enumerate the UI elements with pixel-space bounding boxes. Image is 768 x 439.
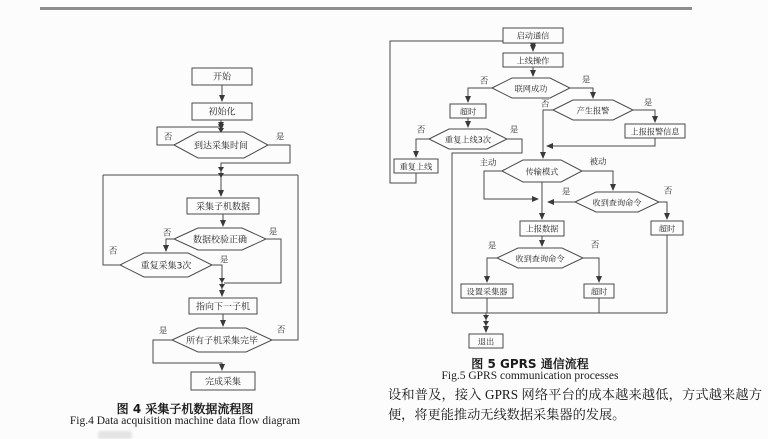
node-report-label: 上报数据 — [525, 223, 559, 234]
body-paragraph: 设和普及，接入 GPRS 网络平台的成本越来越低，方式越来越方便，将更能推动无线数据采集器的发展。 — [388, 387, 762, 422]
node-mode-label: 传输模式 — [525, 166, 559, 177]
label-no: 否 — [108, 245, 118, 256]
label-no: 否 — [663, 185, 673, 196]
node-timeout2-label: 超时 — [658, 223, 676, 234]
node-timeout1-label: 超时 — [459, 106, 477, 117]
fig4-caption-cn: 图 4 采集子机数据流程图 — [116, 402, 254, 416]
page-edge-artifact — [98, 431, 132, 439]
node-net-ok-label: 联网成功 — [514, 83, 548, 94]
node-verify-label: 数据校验正确 — [192, 235, 248, 246]
label-no: 否 — [416, 124, 426, 135]
label-no: 否 — [590, 239, 600, 250]
label-no: 否 — [162, 227, 172, 238]
edge-mode-passive — [582, 171, 613, 190]
node-start-comm-label: 启动通信 — [516, 30, 550, 41]
flowchart-fig4 — [103, 68, 298, 390]
node-next-sub-label: 指向下一子机 — [195, 302, 251, 313]
edge-netok-no — [468, 88, 492, 102]
node-repeat3-label: 重复采集3次 — [140, 261, 192, 272]
node-all-done-label: 所有子机采集完毕 — [185, 336, 259, 347]
node-set-collector-label: 设置采集器 — [466, 286, 508, 297]
label-yes: 是 — [509, 124, 519, 135]
node-start-label: 开始 — [212, 72, 232, 83]
merge-arrow-icon — [218, 167, 224, 172]
edge-query2-yes — [487, 258, 497, 282]
node-go-online-label: 上线操作 — [516, 55, 550, 66]
label-yes: 是 — [275, 131, 285, 142]
label-no: 否 — [276, 324, 286, 335]
label-yes: 是 — [268, 226, 278, 237]
node-alarm-label: 产生报警 — [576, 105, 610, 116]
label-yes: 是 — [643, 97, 653, 108]
node-finish-label: 完成采集 — [204, 377, 242, 388]
node-collect-label: 采集子机数据 — [195, 202, 251, 213]
node-time-check-label: 到达采集时间 — [193, 141, 249, 152]
node-retry3-label: 重复上线3次 — [444, 134, 492, 145]
edge-netok-yes — [570, 88, 593, 98]
label-yes: 是 — [158, 325, 168, 336]
label-no: 否 — [540, 98, 550, 109]
merge-arrow-icon — [483, 315, 489, 320]
edge-retry3-no — [416, 139, 429, 157]
node-alarm-info-label: 上报报警信息 — [630, 126, 680, 137]
edge-query1-no — [659, 202, 667, 219]
label-no: 否 — [163, 131, 173, 142]
label-no: 否 — [479, 75, 489, 86]
flowchart-fig5 — [390, 28, 685, 348]
node-init-label: 初始化 — [208, 107, 236, 118]
node-exit-label: 退出 — [477, 336, 495, 347]
fig5-caption-cn: 图 5 GPRS 通信流程 — [471, 357, 589, 371]
label-yes: 是 — [219, 254, 229, 265]
node-timeout3-label: 超时 — [590, 286, 608, 297]
edge-alarm-yes — [633, 110, 655, 122]
merge-arrow-icon — [219, 278, 225, 283]
edge-alarminfo-return — [547, 138, 655, 146]
node-query1-label: 收到查询命令 — [592, 197, 642, 208]
label-active: 主动 — [479, 157, 497, 168]
edge-query2-no — [583, 258, 599, 282]
merge-arrow-icon — [218, 122, 224, 127]
label-yes: 是 — [561, 186, 571, 197]
fig4-caption-en: Fig.4 Data acquisition machine data flow diagram — [69, 415, 301, 427]
label-yes: 是 — [581, 74, 591, 85]
label-passive: 被动 — [589, 156, 607, 167]
edge-alldone-no-loop — [272, 175, 298, 340]
node-reonline-label: 重复上线 — [399, 161, 433, 172]
merge-arrow-icon — [483, 321, 489, 326]
edge-verify-no — [166, 239, 174, 251]
edge-alarm-no-mode — [543, 110, 553, 158]
merge-arrow-icon — [219, 284, 225, 289]
node-query2-label: 收到查询命令 — [515, 253, 565, 264]
fig5-caption-en: Fig.5 GPRS communication processes — [441, 370, 619, 382]
label-yes: 是 — [487, 240, 497, 251]
